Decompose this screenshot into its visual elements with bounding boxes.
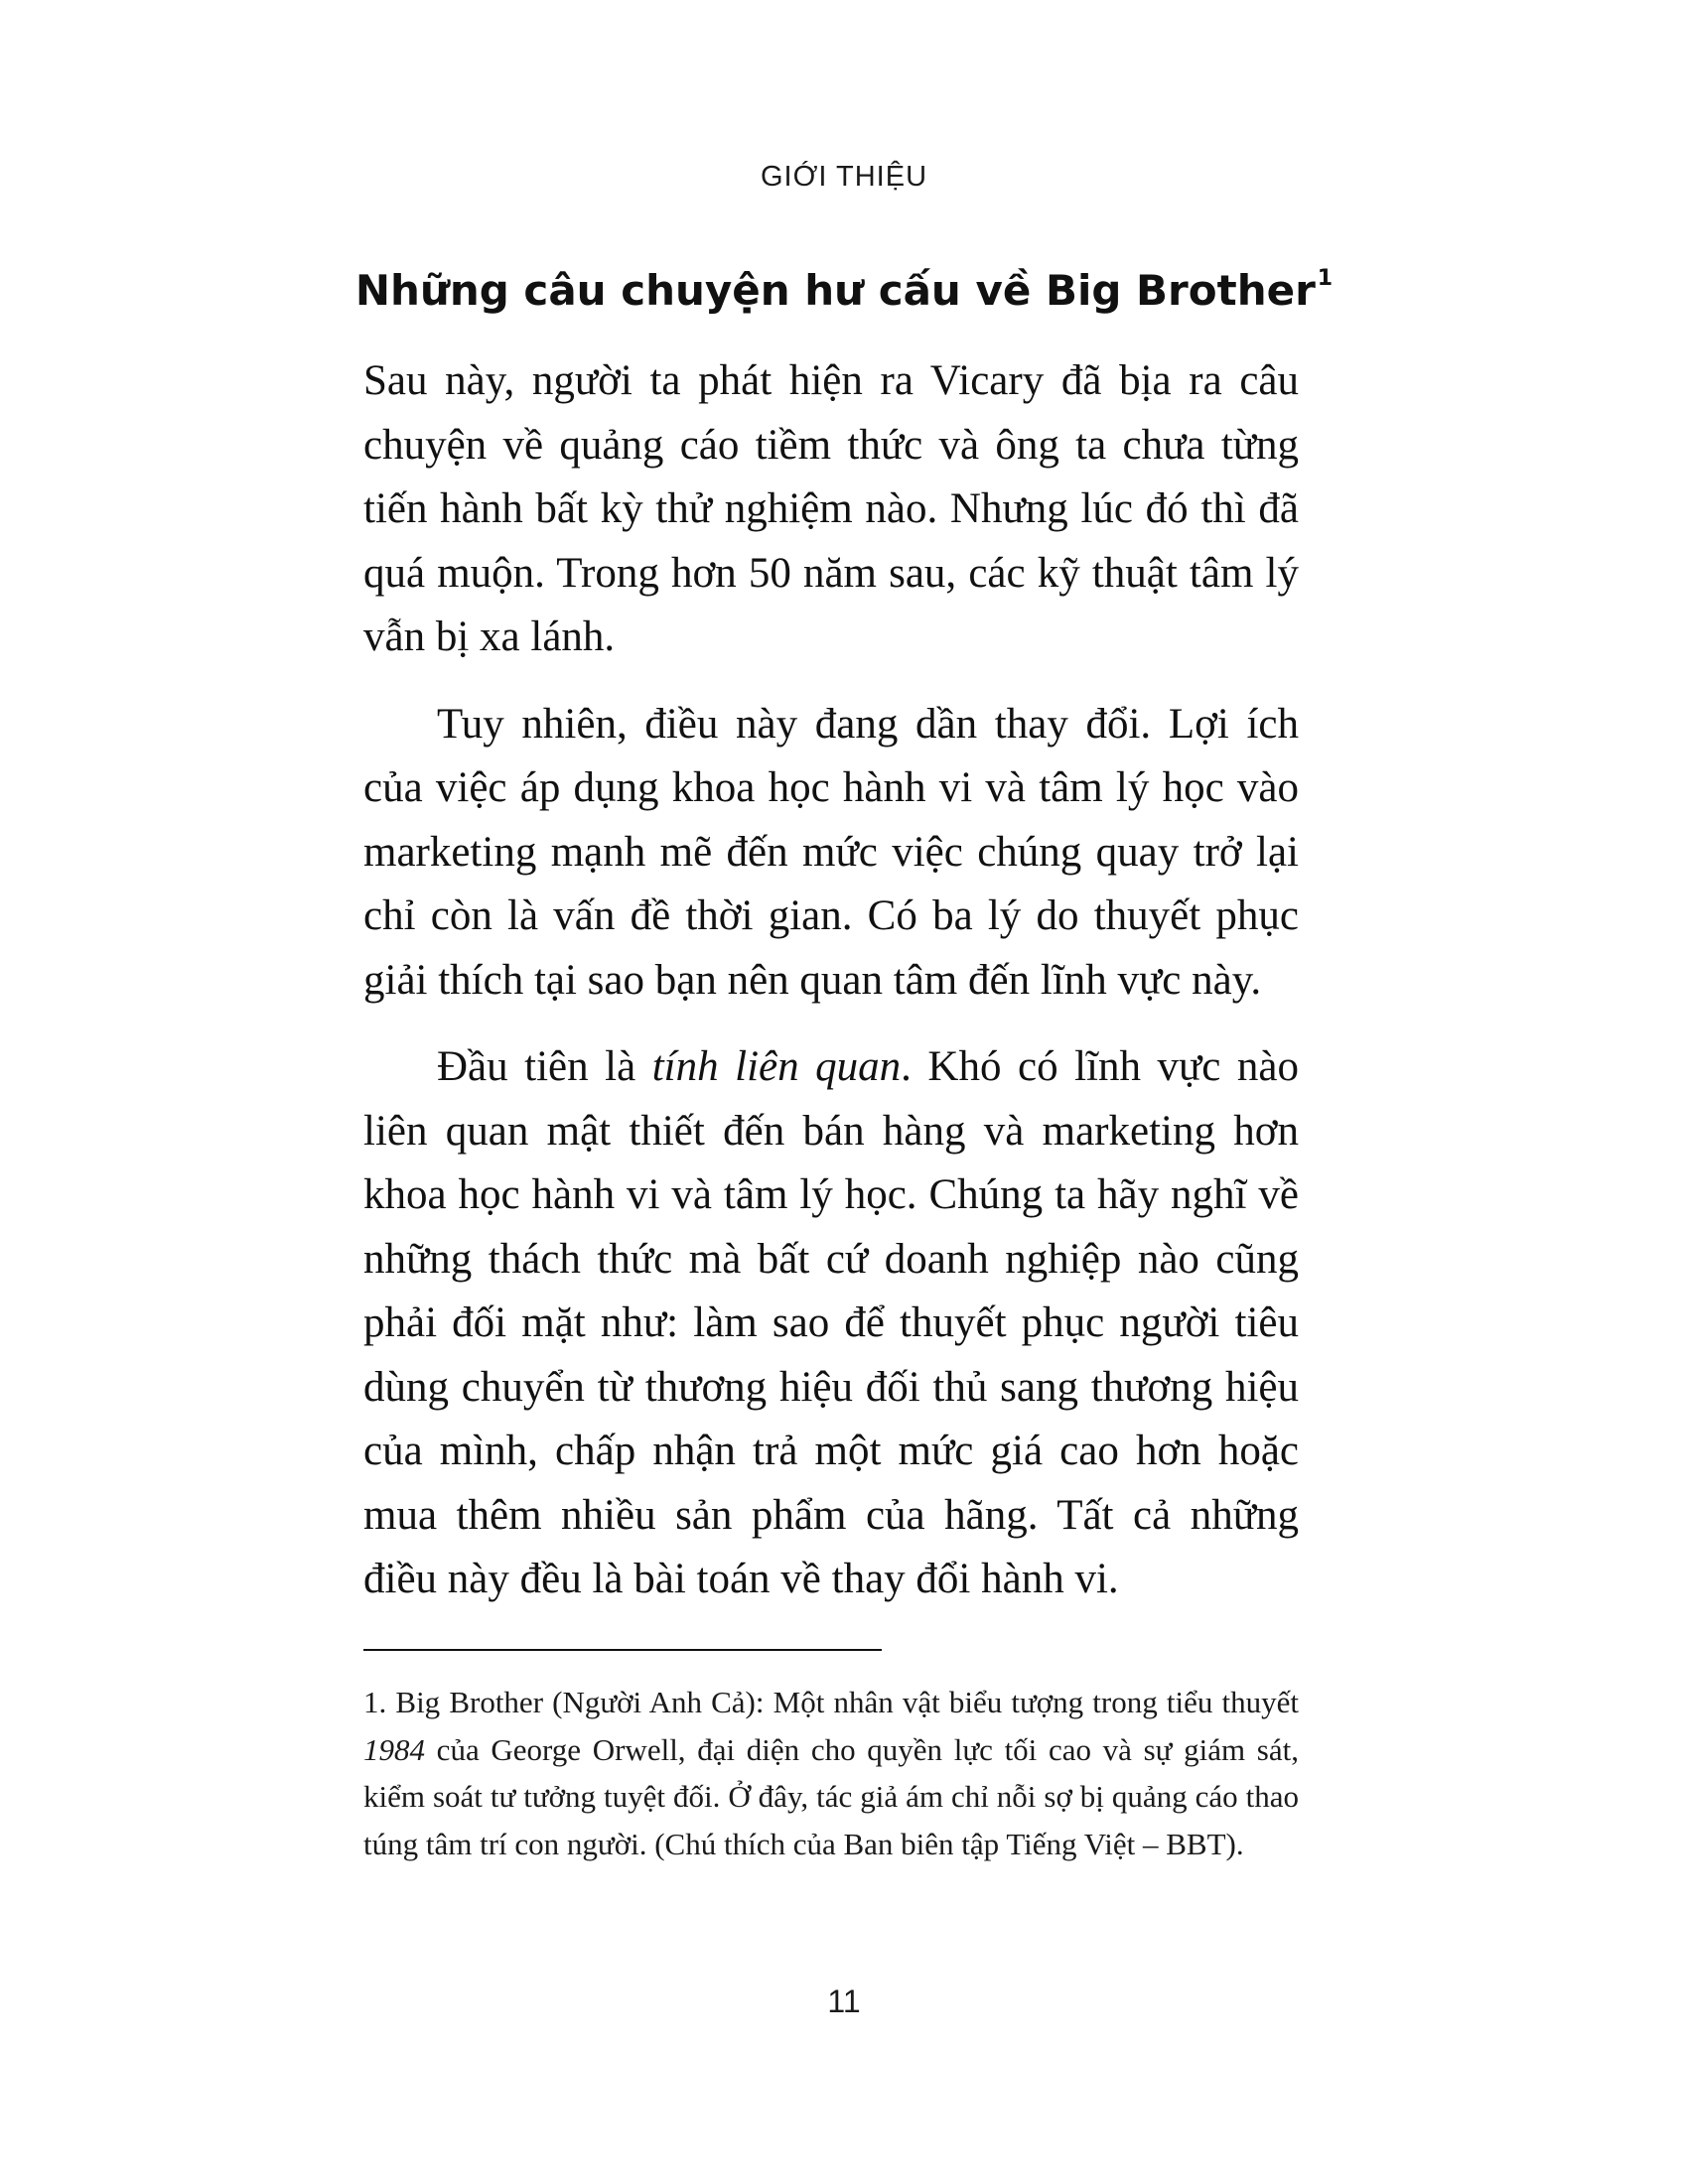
running-header: GIỚI THIỆU bbox=[760, 161, 928, 193]
footnote-lead: 1. Big Brother (Người Anh Cả): Một nhân vật biểu tượng trong tiểu thuyết bbox=[363, 1685, 1299, 1719]
paragraph-2: Tuy nhiên, điều này đang dần thay đổi. Lợi ích của việc áp dụng khoa học hành vi và tâm lý học vào marketing mạnh mẽ đến mức việc chúng quay trở lại chỉ còn là vấn đề thời gian. Có ba lý do thuyết phục giải thích tại sao bạn nên quan tâm đến lĩnh vực này. bbox=[363, 700, 1299, 1004]
footnote-reference: 1 bbox=[1317, 266, 1334, 291]
paragraph-3-rest: . Khó có lĩnh vực nào liên quan mật thiết đến bán hàng và marketing hơn khoa học hành vi và tâm lý học. Chúng ta hãy nghĩ về những thách thức mà bất cứ doanh nghiệp nào cũng phải đối mặt như: làm sao để thuyết phục người tiêu dùng chuyển từ thương hiệu đối thủ sang thương hiệu của mình, chấp nhận trả một mức giá cao hơn hoặc mua thêm nhiều sản phẩm của hãng. Tất cả những điều này đều là bài toán về thay đổi hành vi. bbox=[363, 1043, 1300, 1602]
paragraph-3-lead: Đầu tiên là bbox=[437, 1043, 652, 1090]
footnote bbox=[363, 1679, 1299, 1867]
section-title-text: Những câu chuyện hư cấu về Big Brother bbox=[354, 266, 1316, 315]
paragraph-3 bbox=[363, 1035, 1299, 1612]
paragraph-3-emphasis: tính liên quan bbox=[651, 1043, 902, 1090]
page-number: 11 bbox=[827, 1983, 861, 2019]
footnote-emphasis: 1984 bbox=[363, 1731, 425, 1767]
body-text bbox=[363, 349, 1299, 1635]
footnote-divider bbox=[363, 1649, 882, 1651]
footnote-rest: của George Orwell, đại diện cho quyền lực tối cao và sự giám sát, kiểm soát tư tưởng tuyệt đối. Ở đây, tác giả ám chỉ nỗi sợ bị quảng cáo thao túng tâm trí con người. (Chú thích của Ban biên tập Tiếng Việt – BBT). bbox=[363, 1731, 1299, 1861]
paragraph-1: Sau này, người ta phát hiện ra Vicary đã bịa ra câu chuyện về quảng cáo tiềm thức và ông ta chưa từng tiến hành bất kỳ thử nghiệm nào. Nhưng lúc đó thì đã quá muộn. Trong hơn 50 năm sau, các kỹ thuật tâm lý vẫn bị xa lánh. bbox=[363, 357, 1299, 660]
section-title bbox=[0, 266, 1688, 315]
